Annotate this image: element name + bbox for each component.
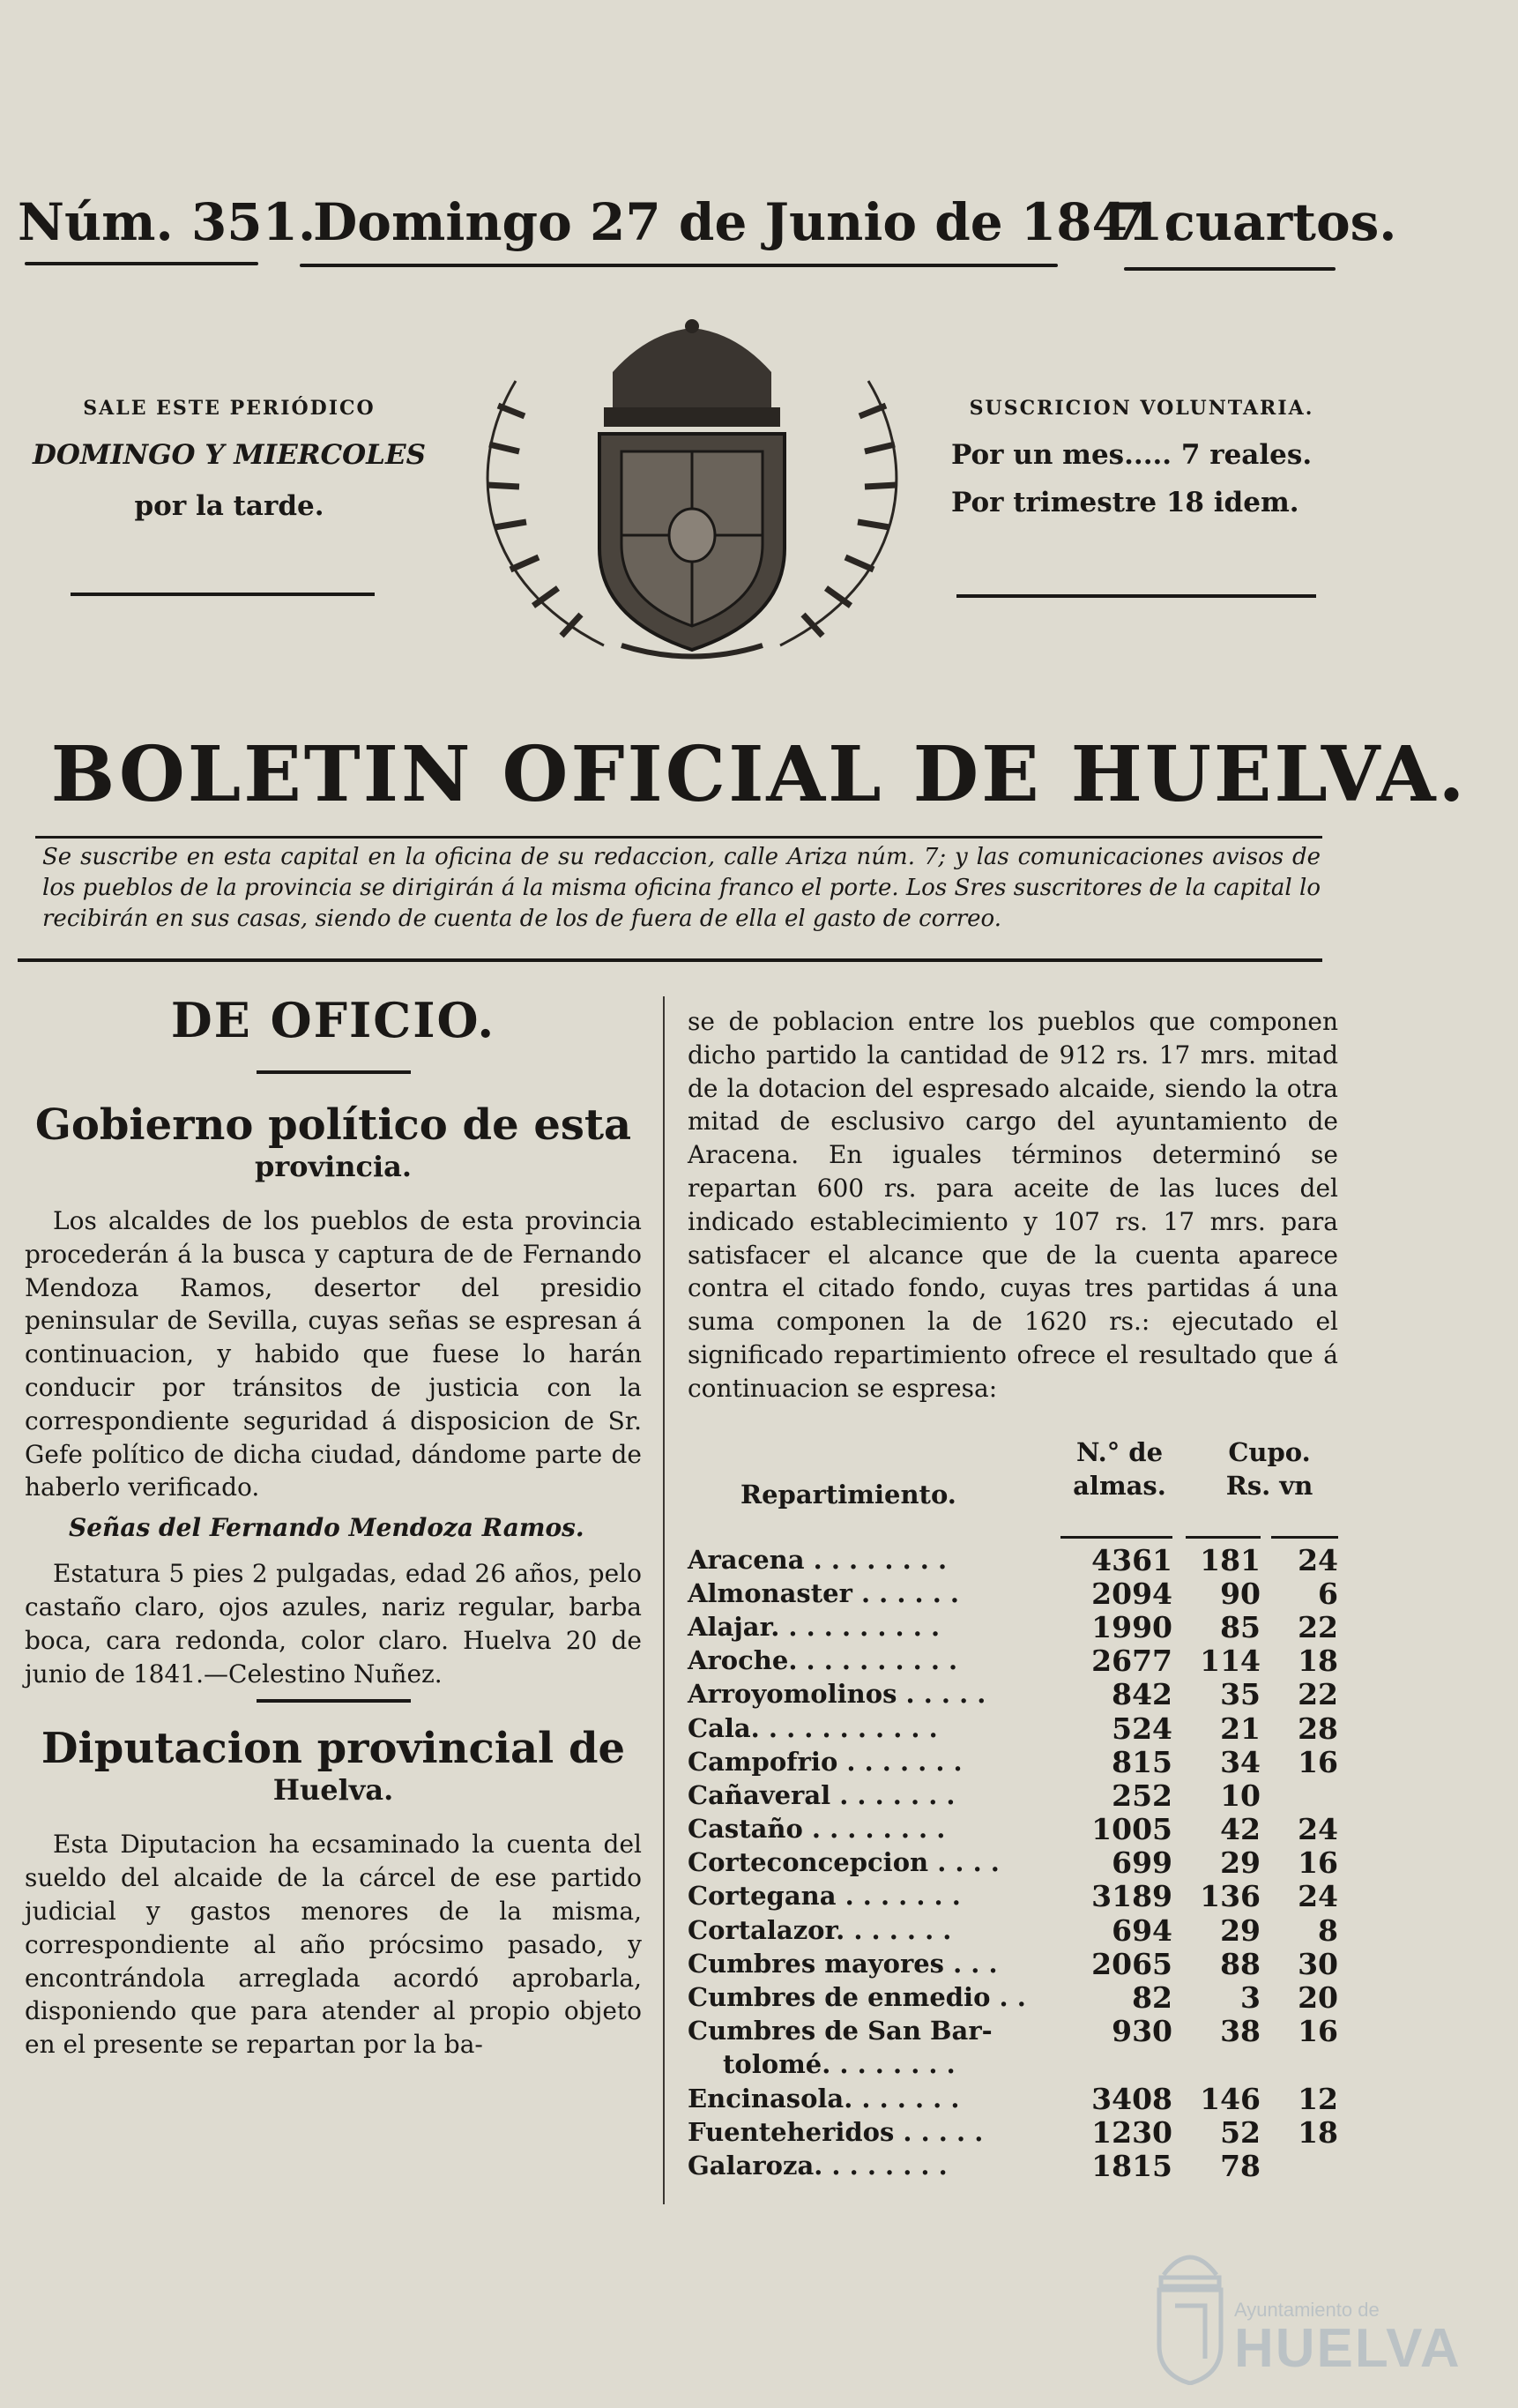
table-row — [688, 1946, 1338, 1982]
pueblo-name: Galaroza. . . . . . . . — [688, 2150, 948, 2181]
table-row — [688, 1744, 1338, 1780]
article-paragraph: Esta Diputacion ha ecsaminado la cuenta del sueldo del alcaide de la cárcel de ese partido judicial y gastos menores de la misma, correspondiente al año prócsimo pasado, y encontrándola arreglada acordó aprobarla, disponiendo que para atender al propio objeto en el presente se repartan por la ba- — [25, 1830, 642, 2060]
section-subtitle-provincia: provincia. — [254, 1150, 413, 1183]
table-row — [688, 1578, 1338, 1612]
article-paragraph: se de poblacion entre los pueblos que componen dicho partido la cantidad de 912 rs. 17 mrs. mitad de la dotacion del espresado alcaide, siendo la otra mitad de esclusivo cargo del ayuntamiento de Aracena. En iguales términos determinó se repartan 600 rs. para aceite de las luces del indicado establecimiento y 107 rs. 17 mrs. para satisfacer el alcance que de la cuenta aparece contra el citado fondo, cuyas tres partidas á una suma componen la de 1620 rs.: ejecutado el significado repartimiento ofrece el resultado que á continuacion se espresa: — [688, 1007, 1338, 1403]
left-column — [25, 992, 642, 2061]
table-row — [688, 1912, 1338, 1949]
table-row — [688, 1847, 1338, 1881]
pueblo-name: Cumbres de enmedio . . — [688, 1982, 1026, 2012]
masthead-underline-left — [25, 262, 258, 265]
subscription-line-3: Por trimestre 18 idem. — [951, 487, 1299, 518]
almas-value: 930 — [1112, 2014, 1172, 2049]
distribution-table-body — [688, 1542, 1338, 2185]
reales-value: 3 — [1240, 1980, 1261, 2015]
almas-value: 815 — [1112, 1744, 1172, 1779]
issue-number: Núm. 351. — [18, 192, 316, 252]
section-title-gobierno: Gobierno político de esta — [34, 1100, 632, 1150]
almas-value: 2677 — [1091, 1644, 1172, 1679]
vellon-value: 24 — [1298, 1542, 1338, 1577]
distribution-table-header — [688, 1435, 1338, 1532]
article-paragraph: Estatura 5 pies 2 pulgadas, edad 26 años, pelo castaño claro, ojos azules, nariz regular, barba boca, cara redonda, color claro. Huelva 20 de junio de 1841.—Celestino Nuñez. — [25, 1559, 642, 1689]
subscription-rule — [956, 594, 1316, 598]
table-row — [688, 2114, 1338, 2151]
pueblo-name: Encinasola. . . . . . . — [688, 2083, 960, 2114]
publication-schedule — [18, 397, 441, 538]
article-paragraph: Los alcaldes de los pueblos de esta provincia procederán á la busca y captura de de Fernando Mendoza Ramos, desertor del presidio peninsular de Sevilla, cuyas señas se espresan á continuacion, y habido que fuese lo harán conducir por tránsitos de justicia con la correspondiente seguridad á disposicion de Sr. Gefe político de dicha ciudad, dándome parte de haberlo verificado. — [25, 1206, 642, 1502]
section-heading-de-oficio: DE OFICIO. — [170, 992, 496, 1048]
reales-value: 34 — [1220, 1744, 1261, 1779]
table-row — [688, 1780, 1338, 1814]
vellon-value: 24 — [1298, 1879, 1338, 1914]
almas-value: 2065 — [1091, 1946, 1172, 1981]
almas-value: 252 — [1112, 1778, 1172, 1813]
vellon-value: 12 — [1298, 2081, 1338, 2116]
section-divider — [257, 1699, 411, 1703]
column-divider — [663, 996, 665, 2204]
vellon-value: 30 — [1298, 1946, 1338, 1981]
column-header-cupo: Cupo. Rs. vn — [1225, 1436, 1313, 1501]
issue-date: Domingo 27 de Junio de 1841. — [313, 192, 1181, 252]
almas-value: 1990 — [1091, 1609, 1172, 1644]
subscription-line-1: SUSCRICION VOLUNTARIA. — [969, 397, 1314, 420]
masthead-underline-center — [300, 264, 1058, 267]
vellon-value: 22 — [1298, 1609, 1338, 1644]
pueblo-name: Cala. . . . . . . . . . . — [688, 1712, 938, 1743]
section-subtitle-huelva: Huelva. — [272, 1773, 394, 1808]
reales-value: 114 — [1200, 1644, 1261, 1679]
subscription-info — [948, 397, 1336, 534]
section-title-diputacion: Diputacion provincial de — [41, 1724, 626, 1774]
vellon-value: 16 — [1298, 1744, 1338, 1779]
almas-value: 842 — [1112, 1677, 1172, 1712]
column-header-repartimiento: Repartimiento. — [740, 1479, 956, 1510]
vellon-value: 6 — [1318, 1576, 1338, 1611]
schedule-line-2: DOMINGO Y MIERCOLES — [33, 439, 426, 471]
almas-value: 4361 — [1091, 1542, 1172, 1577]
table-row — [688, 1645, 1338, 1679]
table-row — [688, 1609, 1338, 1645]
almas-value: 2094 — [1091, 1576, 1172, 1611]
vellon-value: 28 — [1298, 1711, 1338, 1746]
masthead — [18, 192, 1397, 263]
watermark-huelva: HUELVA — [1234, 2318, 1462, 2379]
reales-value: 52 — [1220, 2114, 1261, 2150]
pueblo-name: Campofrio . . . . . . . — [688, 1746, 963, 1777]
almas-value: 3408 — [1091, 2081, 1172, 2116]
subscription-line-2: Por un mes..... 7 reales. — [951, 439, 1313, 471]
almas-value: 699 — [1112, 1845, 1172, 1881]
pueblo-name: Almonaster . . . . . . — [688, 1577, 960, 1608]
watermark-caption: Ayuntamiento de — [1234, 2299, 1380, 2321]
article-subheading: Señas del Fernando Mendoza Ramos. — [69, 1513, 584, 1543]
table-row — [688, 2049, 1338, 2083]
table-row — [688, 1679, 1338, 1712]
pueblo-name: Arroyomolinos . . . . . — [688, 1679, 986, 1710]
schedule-line-3: por la tarde. — [134, 490, 324, 522]
pueblo-name: Cumbres de San Bar- — [688, 2016, 993, 2046]
issue-price: 7 cuartos. — [1111, 192, 1397, 252]
section-divider — [257, 1070, 411, 1074]
table-row — [688, 2148, 1338, 2184]
pueblo-name: Cortalazor. . . . . . . — [688, 1914, 952, 1945]
column-header-almas: N.° de almas. — [1073, 1436, 1166, 1501]
coat-of-arms-emblem — [445, 319, 939, 667]
pueblo-name: Alajar. . . . . . . . . . — [688, 1611, 941, 1642]
table-row — [688, 1713, 1338, 1747]
reales-value: 38 — [1220, 2014, 1261, 2049]
pueblo-name: Cumbres mayores . . . — [688, 1948, 998, 1979]
reales-value: 29 — [1220, 1912, 1261, 1948]
almas-value: 3189 — [1091, 1879, 1172, 1914]
vellon-value: 20 — [1298, 1980, 1338, 2015]
table-row — [688, 2081, 1338, 2117]
schedule-line-1: SALE ESTE PERIÓDICO — [83, 397, 376, 420]
schedule-rule — [71, 593, 375, 596]
reales-value: 42 — [1220, 1812, 1261, 1847]
pueblo-name: Aroche. . . . . . . . . . — [688, 1645, 958, 1676]
vellon-value: 16 — [1298, 1845, 1338, 1881]
huelva-crest-icon — [1150, 2235, 1230, 2385]
archive-watermark — [1150, 2235, 1462, 2394]
reales-value: 78 — [1220, 2148, 1261, 2183]
table-row — [688, 1814, 1338, 1847]
vellon-value: 18 — [1298, 2114, 1338, 2150]
table-row — [688, 1542, 1338, 1578]
right-column — [688, 1005, 1338, 2184]
table-row — [688, 1982, 1338, 2016]
reales-value: 35 — [1220, 1677, 1261, 1712]
reales-value: 90 — [1220, 1576, 1261, 1611]
reales-value: 146 — [1200, 2081, 1261, 2116]
newspaper-title: BOLETIN OFICIAL DE HUELVA. — [50, 730, 1468, 819]
pueblo-name: Cañaveral . . . . . . . — [688, 1779, 956, 1810]
reales-value: 85 — [1220, 1609, 1261, 1644]
intro-bottom-rule — [18, 958, 1322, 962]
vellon-value: 8 — [1318, 1912, 1338, 1948]
reales-value: 88 — [1220, 1946, 1261, 1981]
table-row — [688, 1881, 1338, 1914]
vellon-value: 16 — [1298, 2014, 1338, 2049]
pueblo-name: Aracena . . . . . . . . — [688, 1544, 948, 1575]
masthead-underline-right — [1124, 267, 1336, 271]
vellon-value: 18 — [1298, 1644, 1338, 1679]
almas-value: 524 — [1112, 1711, 1172, 1746]
reales-value: 29 — [1220, 1845, 1261, 1881]
almas-value: 1005 — [1091, 1812, 1172, 1847]
vellon-value: 22 — [1298, 1677, 1338, 1712]
subscription-notice: Se suscribe en esta capital en la oficina de su redaccion, calle Ariza núm. 7; y las comunicaciones avisos de los pueblos de la provincia se dirigirán á la misma oficina franco el porte. Los Sres suscritores de la capital lo recibirán en sus casas, siendo de cuenta de los de fuera de ella el gasto de correo. — [42, 844, 1321, 932]
reales-value: 181 — [1200, 1542, 1261, 1577]
pueblo-name: tolomé. . . . . . . . — [723, 2049, 956, 2080]
reales-value: 136 — [1200, 1879, 1261, 1914]
pueblo-name: Fuenteheridos . . . . . — [688, 2116, 984, 2147]
almas-value: 1230 — [1091, 2114, 1172, 2150]
reales-value: 21 — [1220, 1711, 1261, 1746]
pueblo-name: Cortegana . . . . . . . — [688, 1881, 961, 1912]
table-row — [688, 2016, 1338, 2049]
pueblo-name: Castaño . . . . . . . . — [688, 1814, 946, 1845]
pueblo-name: Corteconcepcion . . . . — [688, 1847, 1000, 1878]
vellon-value: 24 — [1298, 1812, 1338, 1847]
intro-top-rule — [35, 836, 1322, 839]
almas-value: 694 — [1112, 1912, 1172, 1948]
almas-value: 1815 — [1091, 2148, 1172, 2183]
almas-value: 82 — [1132, 1980, 1172, 2015]
reales-value: 10 — [1220, 1778, 1261, 1813]
